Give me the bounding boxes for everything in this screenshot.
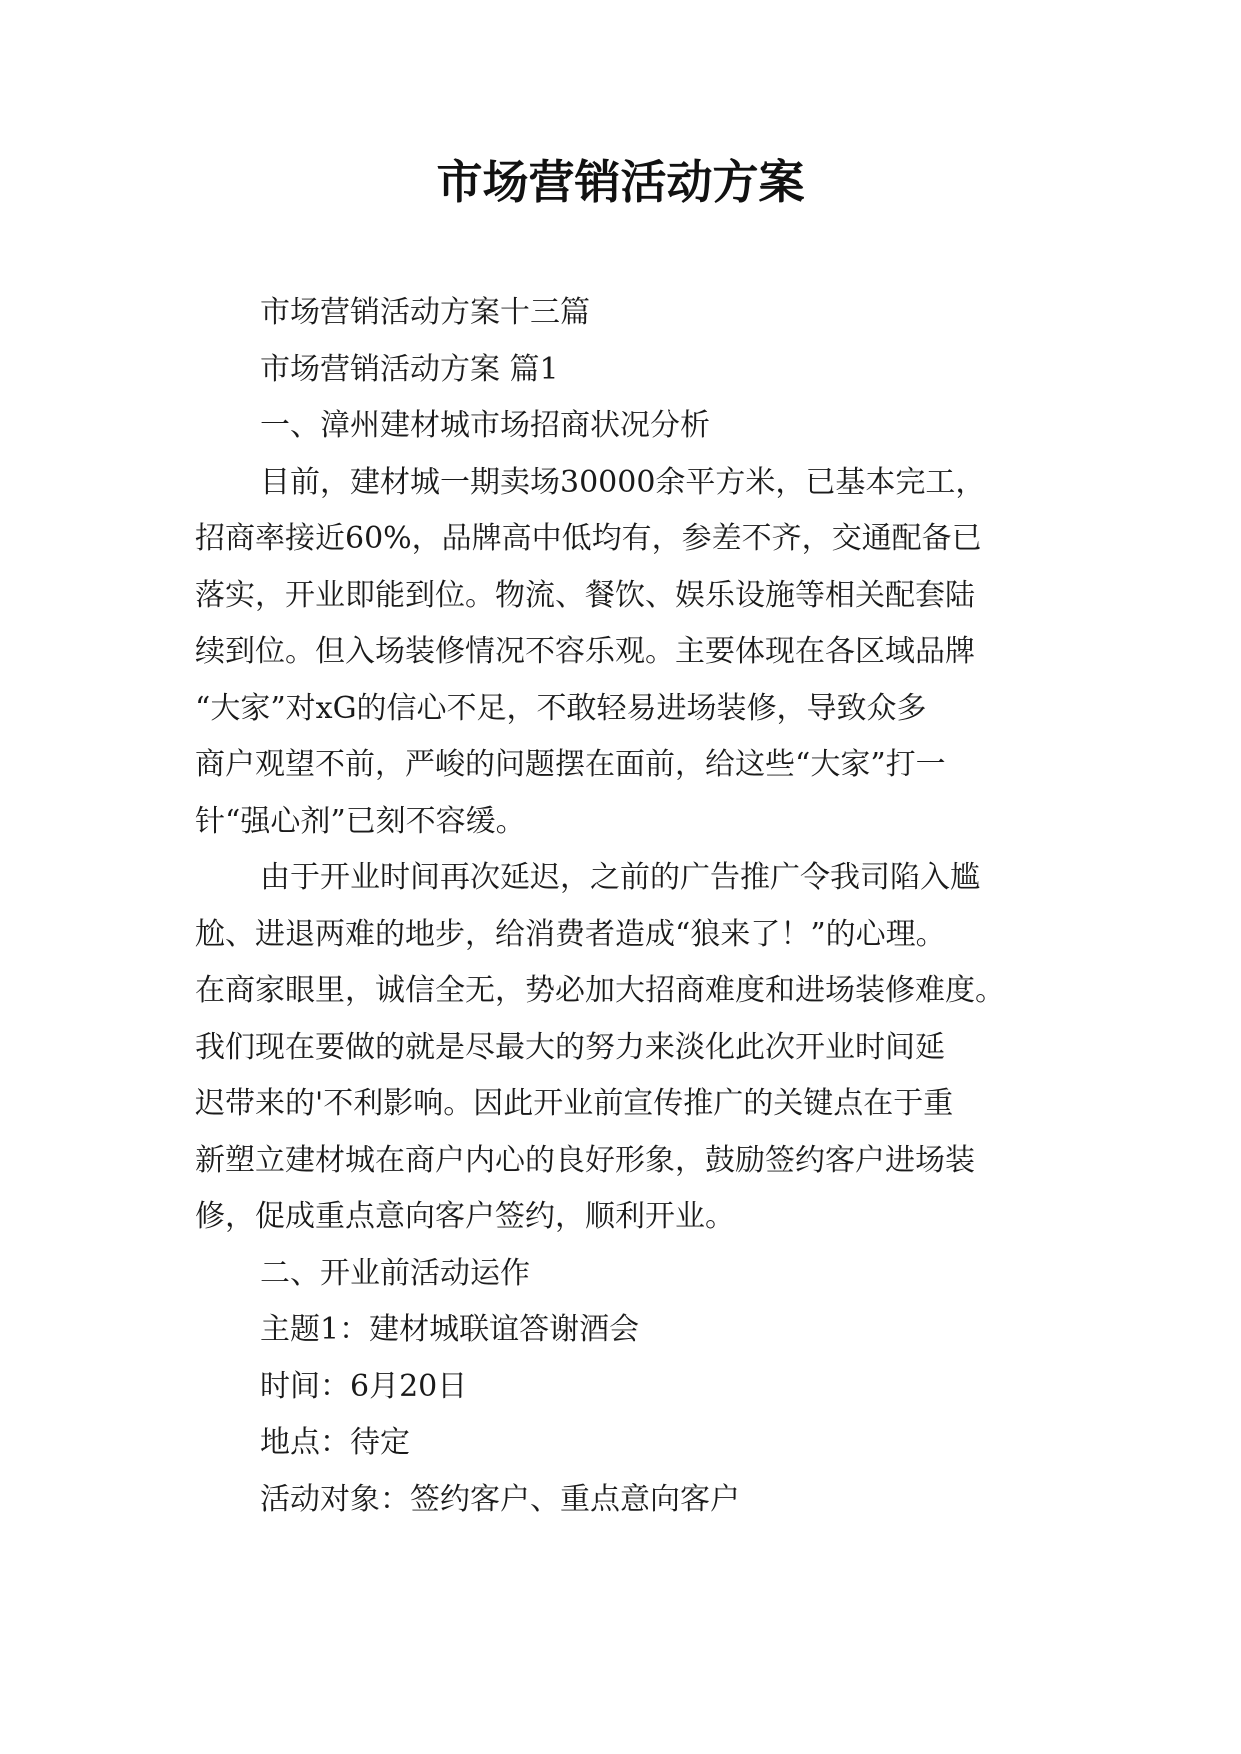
paragraph-line: 商户观望不前，严峻的问题摆在面前，给这些“大家”打一 [195,747,946,782]
detail-line: 活动对象：签约客户、重点意向客户 [260,1481,740,1517]
paragraph-line: 新塑立建材城在商户内心的良好形象，鼓励签约客户进场装 [195,1142,975,1178]
paragraph-line: 尬、进退两难的地步，给消费者造成“狼来了！”的心理。 [195,916,946,952]
paragraph-line: 由于开业时间再次延迟，之前的广告推广令我司陷入尴 [260,860,980,895]
document-title: 市场营销活动方案 [436,155,805,209]
detail-line: 地点：待定 [260,1425,410,1460]
paragraph-line: 续到位。但入场装修情况不容乐观。主要体现在各区域品牌 [195,634,975,669]
heading-line: 一、漳州建材城市场招商状况分析 [260,408,710,443]
heading-line: 二、开业前活动运作 [260,1255,530,1291]
paragraph-line: 我们现在要做的就是尽最大的努力来淡化此次开业时间延 [195,1029,945,1065]
paragraph-line: 迟带来的'不利影响。因此开业前宣传推广的关键点在于重 [195,1086,954,1121]
paragraph-line: “大家”对xG的信心不足，不敢轻易进场装修，导致众多 [195,690,927,726]
paragraph-line: 修，促成重点意向客户签约，顺利开业。 [195,1199,735,1234]
paragraph-line: 目前，建材城一期卖场30000余平方米，已基本完工， [260,464,986,500]
detail-line: 时间：6月20日 [260,1368,468,1404]
subtitle-line: 市场营销活动方案十三篇 [260,295,590,330]
detail-line: 主题1：建材城联谊答谢酒会 [260,1312,640,1347]
paragraph-line: 落实，开业即能到位。物流、餐饮、娱乐设施等相关配套陆 [195,577,975,613]
paragraph-line: 在商家眼里，诚信全无，势必加大招商难度和进场装修难度。 [195,973,1005,1008]
paragraph-line: 针“强心剂”已刻不容缓。 [195,803,526,839]
paragraph-line: 招商率接近60%，品牌高中低均有，参差不齐，交通配备已 [195,521,982,556]
document-body [195,285,1095,1528]
section-heading: 市场营销活动方案 篇1 [260,351,559,387]
